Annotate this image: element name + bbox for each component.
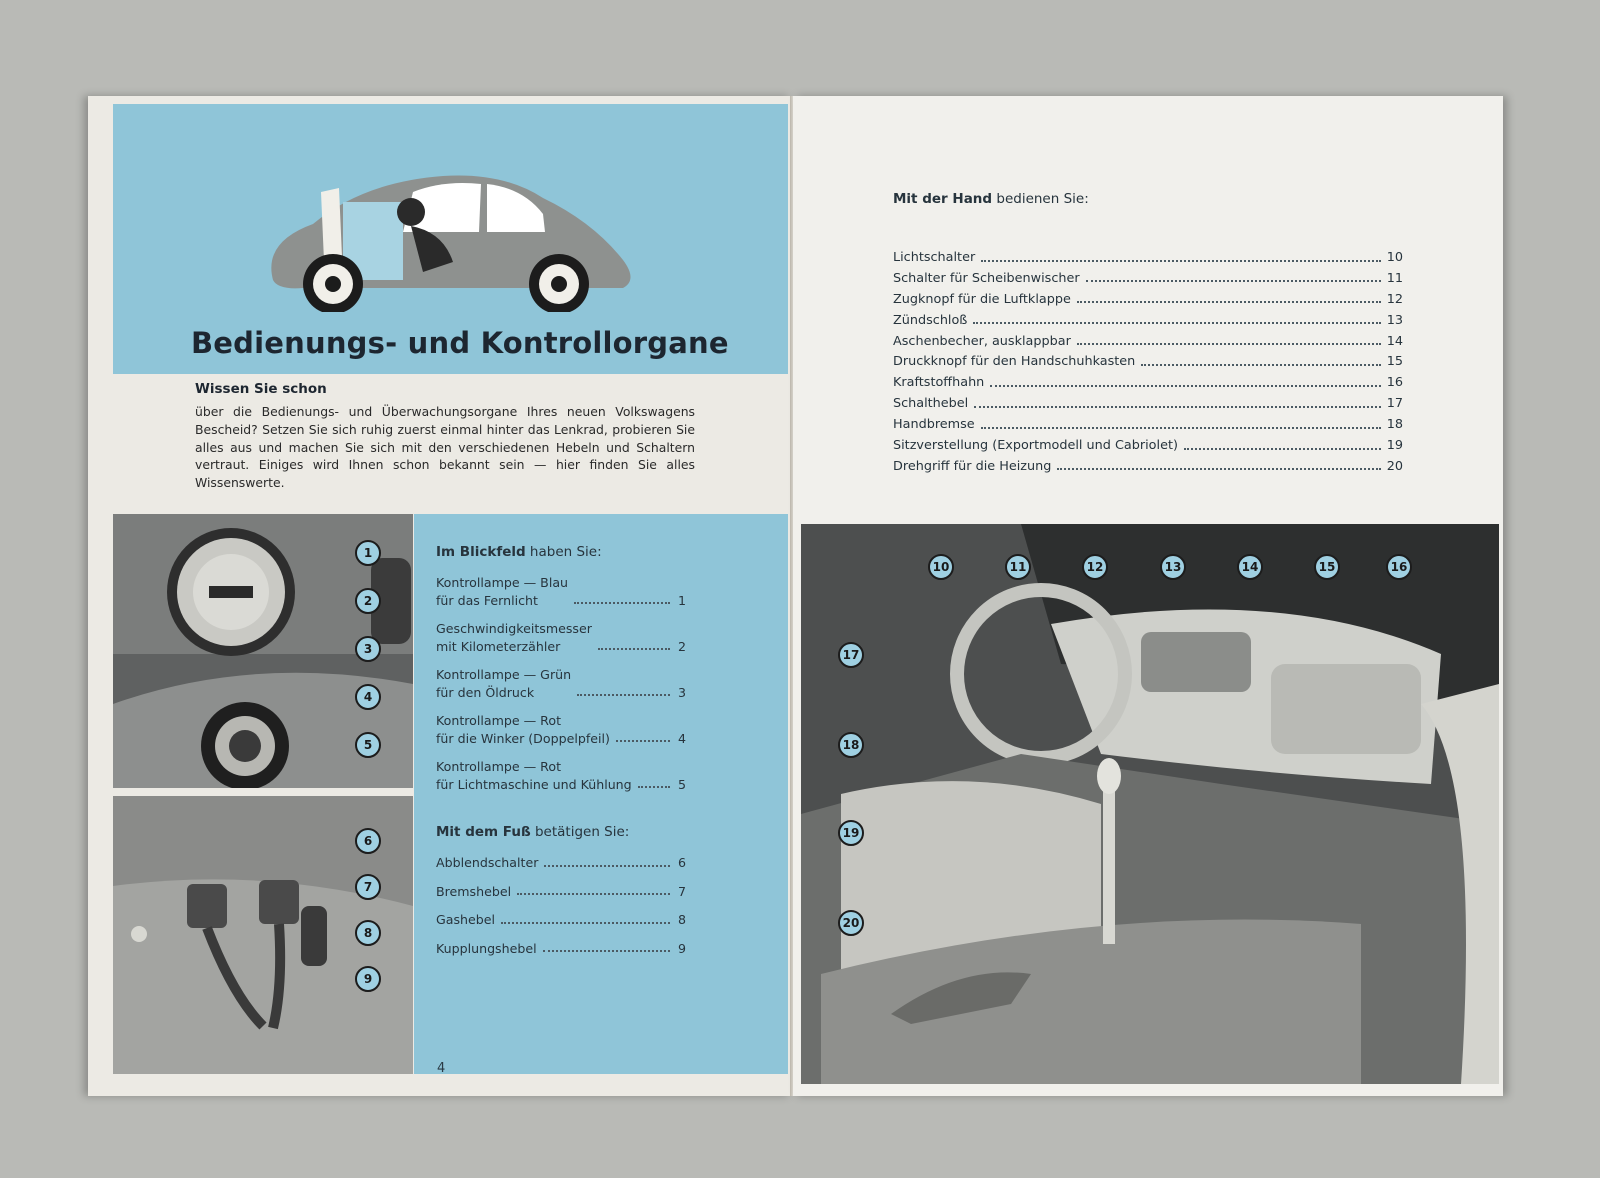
- callout-badge: 14: [1237, 554, 1263, 580]
- callout-badge: 19: [838, 820, 864, 846]
- callout-badge: 20: [838, 910, 864, 936]
- list-item: Zündschloß 13: [893, 312, 1403, 328]
- title-banner: [113, 104, 788, 374]
- page-number: 4: [437, 1061, 446, 1076]
- interior-illustration: [801, 524, 1499, 1084]
- list-item: Schalthebel 17: [893, 396, 1403, 412]
- list-item: Schalter für Scheibenwischer 11: [893, 270, 1403, 286]
- fuss-list: [436, 824, 686, 968]
- callout-badge: 10: [928, 554, 954, 580]
- dashboard-photo: [113, 514, 413, 788]
- callout-badge: 4: [355, 684, 381, 710]
- callout-badge: 17: [838, 642, 864, 668]
- blickfeld-list: [436, 544, 686, 804]
- list-item: Drehgriff für die Heizung 20: [893, 458, 1403, 474]
- list-item: Kraftstoffhahn 16: [893, 375, 1403, 391]
- callout-badge: 9: [355, 966, 381, 992]
- fuss-heading: Mit dem Fuß betätigen Sie:: [436, 824, 630, 840]
- intro-block: [195, 381, 695, 492]
- list-item: Kontrollampe — Blau für das Fernlicht 1: [436, 575, 686, 608]
- callout-badge: 18: [838, 732, 864, 758]
- list-item: Gashebel 8: [436, 912, 686, 927]
- callout-badge: 6: [355, 828, 381, 854]
- callout-badge: 8: [355, 920, 381, 946]
- controls-list-panel: [414, 514, 788, 1074]
- list-item: Geschwindigkeitsmesser mit Kilometerzähler 2: [436, 621, 686, 654]
- intro-text: über die Bedienungs- und Überwachungsorgane Ihres neuen Volkswagens Bescheid? Setzen Sie sich ruhig zuerst einmal hinter das Lenkrad, probieren Sie alles aus und machen Sie sich mit den verschiedenen Hebeln und Schaltern vertraut. Einiges wird Ihnen schon bekannt sein — hier finden Sie alles Wissenswerte.: [195, 404, 695, 491]
- left-page: [88, 96, 792, 1096]
- intro-heading: Wissen Sie schon: [195, 381, 327, 397]
- list-item: Druckknopf für den Handschuhkasten 15: [893, 354, 1403, 370]
- callout-badge: 3: [355, 636, 381, 662]
- callout-badge: 5: [355, 732, 381, 758]
- callout-badge: 15: [1314, 554, 1340, 580]
- callout-badge: 13: [1160, 554, 1186, 580]
- callout-badge: 7: [355, 874, 381, 900]
- list-item: Sitzverstellung (Exportmodell und Cabriolet) 19: [893, 438, 1403, 454]
- list-item: Kupplungshebel 9: [436, 940, 686, 956]
- list-item: Lichtschalter 10: [893, 250, 1403, 265]
- blickfeld-heading: Im Blickfeld haben Sie:: [436, 544, 602, 560]
- page-title: Bedienungs- und Kontrollorgane: [191, 326, 729, 360]
- callout-badge: 2: [355, 588, 381, 614]
- list-item: Kontrollampe — Rot für die Winker (Doppelpfeil) 4: [436, 713, 686, 746]
- callout-badge: 1: [355, 540, 381, 566]
- list-item: Kontrollampe — Grün für den Öldruck 3: [436, 667, 686, 700]
- list-item: Kontrollampe — Rot für Lichtmaschine und Kühlung 5: [436, 759, 686, 792]
- callout-badge: 16: [1386, 554, 1412, 580]
- list-item: Bremshebel 7: [436, 883, 686, 899]
- interior-photo: [801, 524, 1499, 1084]
- list-item: Handbremse 18: [893, 417, 1403, 433]
- list-item: Zugknopf für die Luftklappe 12: [893, 291, 1403, 307]
- pedals-photo: [113, 796, 413, 1074]
- list-item: Abblendschalter 6: [436, 855, 686, 870]
- callout-badge: 12: [1082, 554, 1108, 580]
- booklet-spread: [88, 96, 1508, 1096]
- callout-badge: 11: [1005, 554, 1031, 580]
- hand-list: [893, 191, 1403, 479]
- list-item: Aschenbecher, ausklappbar 14: [893, 333, 1403, 349]
- right-page: [793, 96, 1503, 1096]
- hand-heading: Mit der Hand bedienen Sie:: [893, 191, 1089, 207]
- car-illustration: [243, 162, 683, 312]
